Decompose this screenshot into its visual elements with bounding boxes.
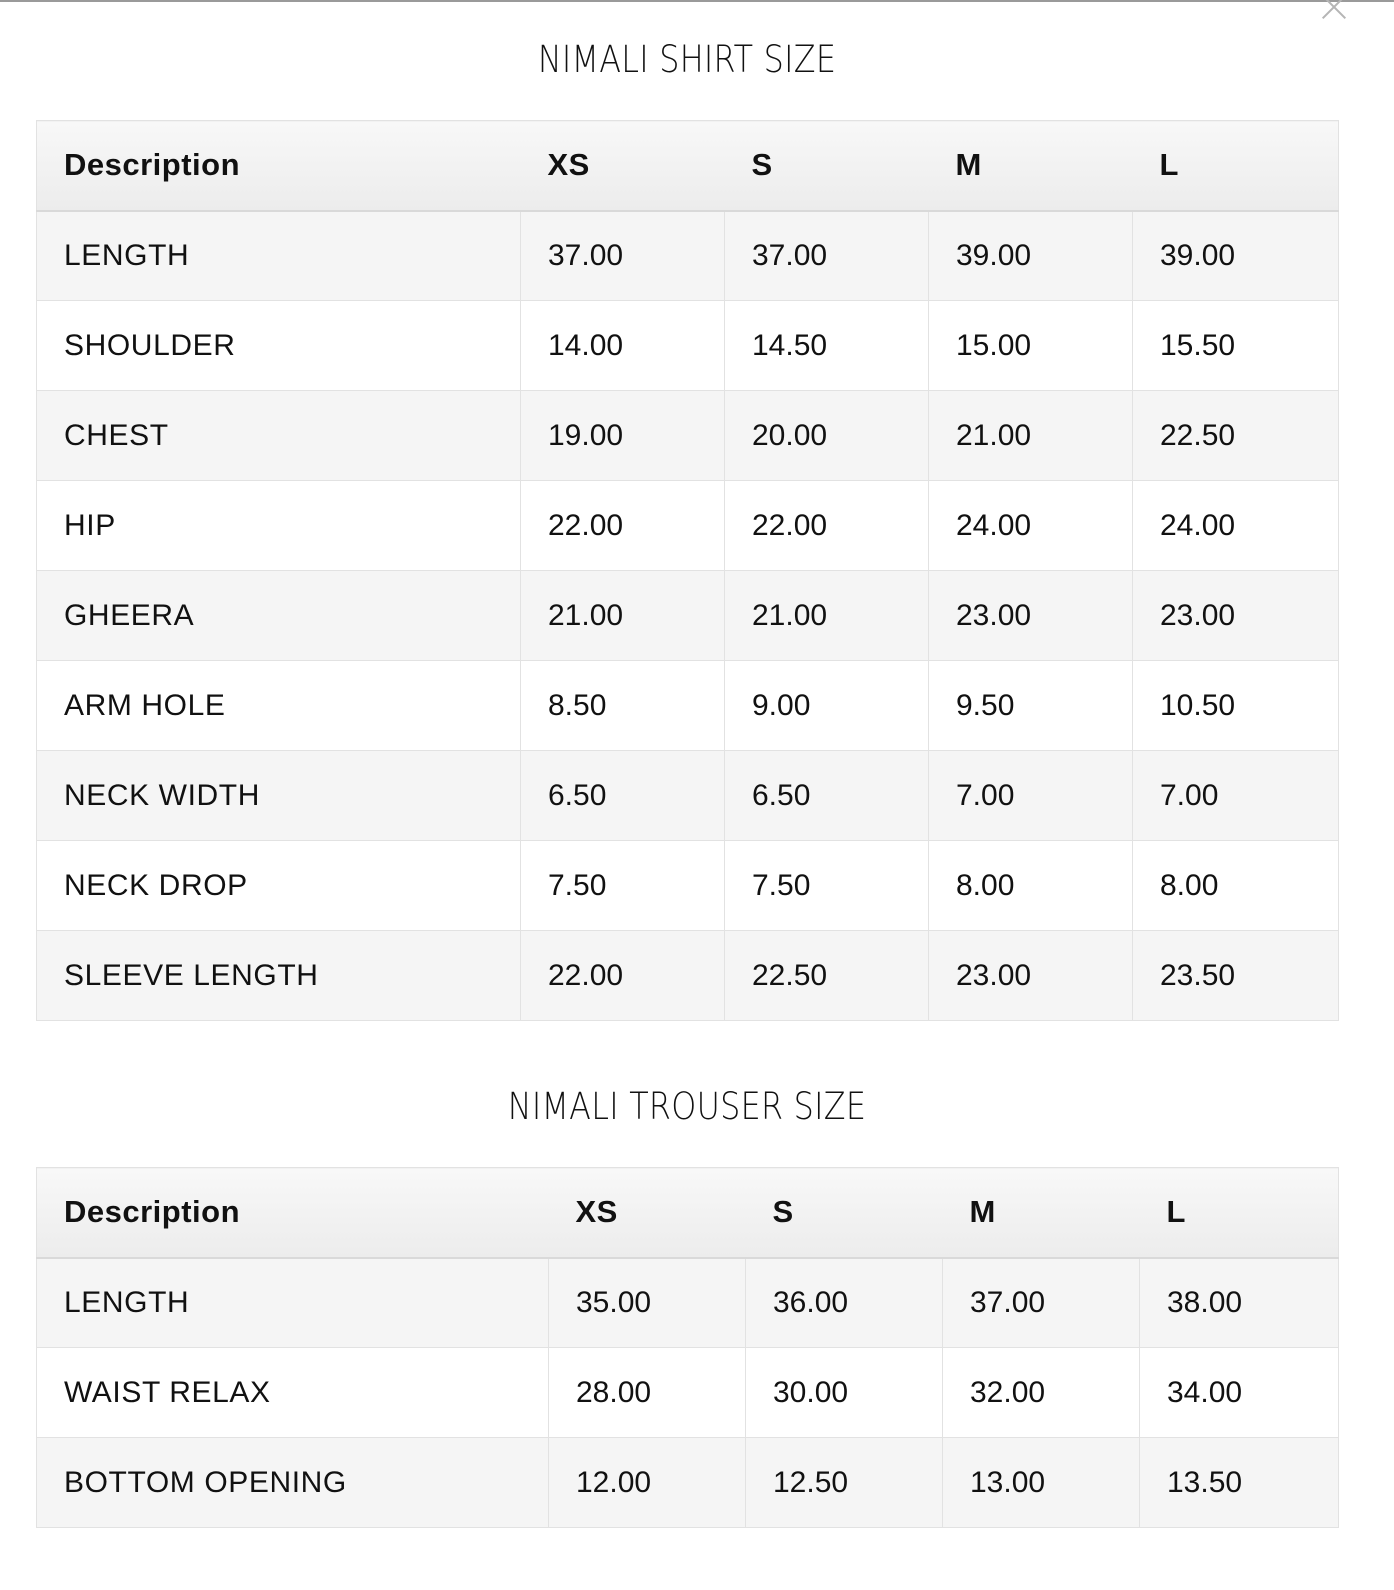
cell-value: 36.00 (746, 1258, 943, 1348)
cell-value: 7.50 (521, 841, 725, 931)
cell-value: 19.00 (521, 391, 725, 481)
cell-value: 9.50 (929, 661, 1133, 751)
row-label: SLEEVE LENGTH (37, 931, 521, 1021)
cell-value: 14.00 (521, 301, 725, 391)
cell-value: 20.00 (725, 391, 929, 481)
table-row (37, 751, 1339, 841)
column-header-description: Description (37, 1168, 549, 1258)
trouser-size-table (36, 1167, 1339, 1528)
table-header-row (37, 1168, 1339, 1258)
cell-value: 10.50 (1133, 661, 1339, 751)
cell-value: 7.50 (725, 841, 929, 931)
row-label: GHEERA (37, 571, 521, 661)
table-row (37, 841, 1339, 931)
cell-value: 34.00 (1140, 1348, 1339, 1438)
cell-value: 6.50 (521, 751, 725, 841)
cell-value: 23.00 (929, 571, 1133, 661)
cell-value: 9.00 (725, 661, 929, 751)
cell-value: 37.00 (725, 211, 929, 301)
table-row (37, 211, 1339, 301)
row-label: LENGTH (37, 211, 521, 301)
row-label: NECK WIDTH (37, 751, 521, 841)
table-row (37, 391, 1339, 481)
cell-value: 21.00 (929, 391, 1133, 481)
cell-value: 37.00 (943, 1258, 1140, 1348)
column-header-s: S (746, 1168, 943, 1258)
table-row (37, 1258, 1339, 1348)
cell-value: 23.00 (1133, 571, 1339, 661)
cell-value: 39.00 (1133, 211, 1339, 301)
table-header-row (37, 121, 1339, 211)
column-header-m: M (929, 121, 1133, 211)
cell-value: 24.00 (929, 481, 1133, 571)
cell-value: 35.00 (549, 1258, 746, 1348)
row-label: WAIST RELAX (37, 1348, 549, 1438)
cell-value: 13.50 (1140, 1438, 1339, 1528)
table-row (37, 661, 1339, 751)
column-header-s: S (725, 121, 929, 211)
cell-value: 39.00 (929, 211, 1133, 301)
table-row (37, 1438, 1339, 1528)
row-label: NECK DROP (37, 841, 521, 931)
cell-value: 8.00 (1133, 841, 1339, 931)
column-header-l: L (1140, 1168, 1339, 1258)
cell-value: 22.50 (1133, 391, 1339, 481)
cell-value: 21.00 (521, 571, 725, 661)
row-label: HIP (37, 481, 521, 571)
cell-value: 23.00 (929, 931, 1133, 1021)
table-row (37, 301, 1339, 391)
row-label: ARM HOLE (37, 661, 521, 751)
cell-value: 22.00 (521, 931, 725, 1021)
cell-value: 15.50 (1133, 301, 1339, 391)
cell-value: 23.50 (1133, 931, 1339, 1021)
column-header-description: Description (37, 121, 521, 211)
cell-value: 13.00 (943, 1438, 1140, 1528)
cell-value: 12.50 (746, 1438, 943, 1528)
cell-value: 30.00 (746, 1348, 943, 1438)
column-header-m: M (943, 1168, 1140, 1258)
cell-value: 22.50 (725, 931, 929, 1021)
shirt-size-table (36, 120, 1339, 1021)
table-row (37, 481, 1339, 571)
table-row (37, 1348, 1339, 1438)
cell-value: 37.00 (521, 211, 725, 301)
cell-value: 14.50 (725, 301, 929, 391)
row-label: BOTTOM OPENING (37, 1438, 549, 1528)
cell-value: 22.00 (725, 481, 929, 571)
column-header-xs: XS (549, 1168, 746, 1258)
column-header-l: L (1133, 121, 1339, 211)
cell-value: 12.00 (549, 1438, 746, 1528)
row-label: LENGTH (37, 1258, 549, 1348)
column-header-xs: XS (521, 121, 725, 211)
cell-value: 6.50 (725, 751, 929, 841)
row-label: CHEST (37, 391, 521, 481)
cell-value: 8.50 (521, 661, 725, 751)
table-row (37, 931, 1339, 1021)
cell-value: 21.00 (725, 571, 929, 661)
cell-value: 32.00 (943, 1348, 1140, 1438)
cell-value: 7.00 (929, 751, 1133, 841)
trouser-size-title: NIMALI TROUSER SIZE (507, 1085, 867, 1128)
shirt-size-title: NIMALI SHIRT SIZE (537, 38, 837, 81)
cell-value: 8.00 (929, 841, 1133, 931)
close-icon[interactable] (1314, 0, 1354, 28)
cell-value: 22.00 (521, 481, 725, 571)
table-row (37, 571, 1339, 661)
cell-value: 24.00 (1133, 481, 1339, 571)
cell-value: 7.00 (1133, 751, 1339, 841)
cell-value: 28.00 (549, 1348, 746, 1438)
cell-value: 15.00 (929, 301, 1133, 391)
cell-value: 38.00 (1140, 1258, 1339, 1348)
row-label: SHOULDER (37, 301, 521, 391)
